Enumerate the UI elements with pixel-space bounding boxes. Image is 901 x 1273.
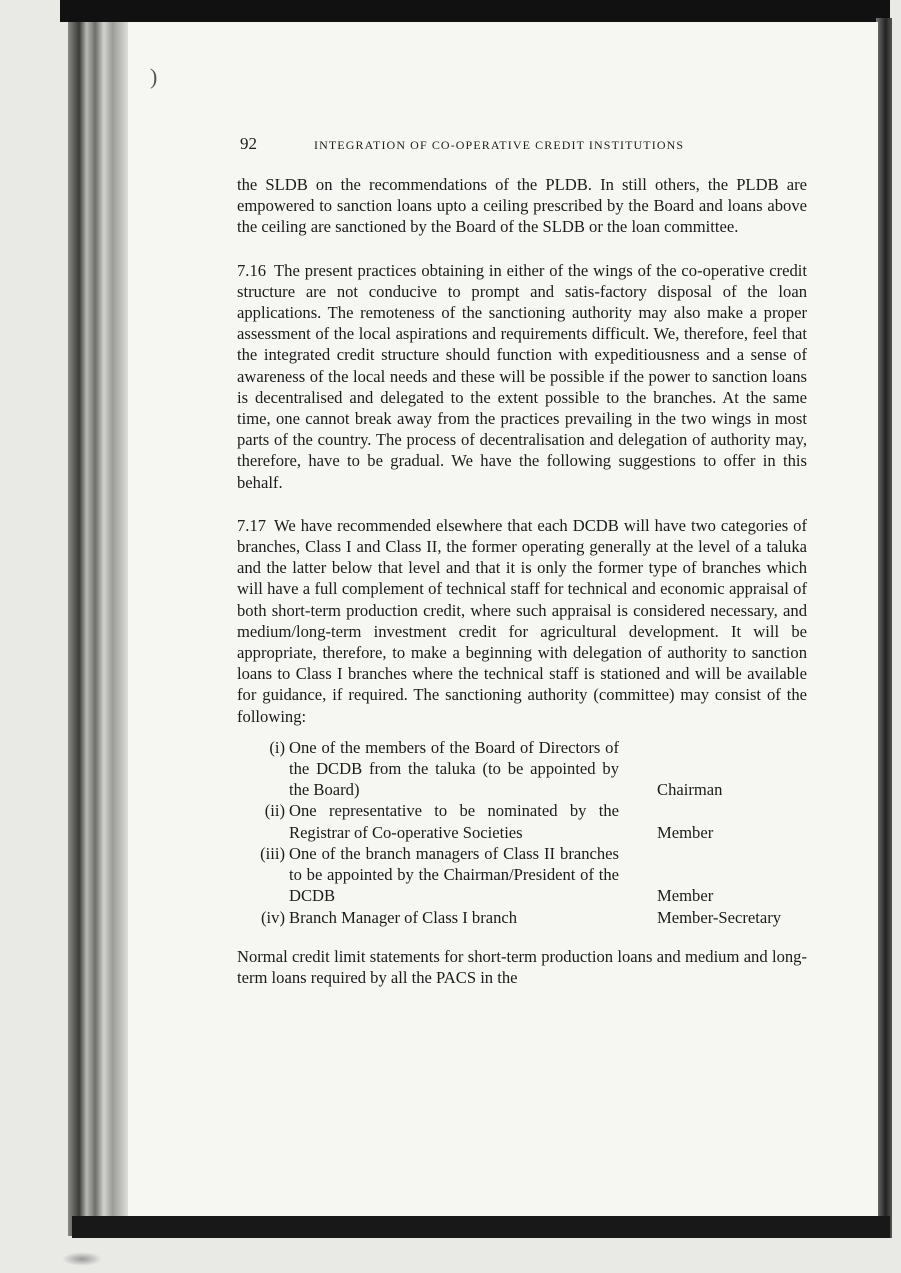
list-item xyxy=(237,737,807,801)
paragraph-7-16 xyxy=(237,260,807,493)
paragraph-continued: the SLDB on the recommendations of the PLDB. In still others, the PLDB are empowered to sanction loans upto a ceiling prescribed by the Board and loans above the ceiling are sanctioned by the Board of the SLDB or the loan committee. xyxy=(237,175,807,237)
list-text: Branch Manager of Class I branch xyxy=(289,907,518,927)
committee-list xyxy=(237,737,807,928)
paragraph-text: We have recommended elsewhere that each DCDB will have two categories of branches, Class I and Class II, the former operating generally at the level of a taluka and the latter below that level and that it is only the former type of branches which will have a full complement of technical staff for technical and economic appraisal of both short-term production credit, where such appraisal is considered necessary, and medium/long-term investment credit for agricultural development. It will be appropriate, therefore, to make a beginning with delegation of authority to sanction loans to Class I branches where the technical staff is stationed and will be available for guidance, if required. The sanctioning authority (committee) may consist of the following: xyxy=(237,515,807,726)
paragraph-final: Normal credit limit statements for short-term production loans and medium and long-term loans required by all the PACS in the xyxy=(237,946,807,987)
list-text: One representative to be nominated by the Registrar of Co-operative Societies xyxy=(289,801,619,842)
paragraph-text: The present practices obtaining in either of the wings of the co-operative credit structure are not conducive to prompt and satis-factory disposal of the loan applications. The remoteness of the sanctioning authority may also make a proper assessment of the local aspirations and requirements difficult. We, therefore, feel that the integrated credit structure should function with expeditiousness and a sense of awareness of the local needs and these will be possible if the power to sanction loans is decentralised and delegated to the extent possible to the branches. At the same time, one cannot break away from the practices prevailing in the two wings in most parts of the country. The process of decentralisation and delegation of authority may, therefore, have to be gradual. We have the following suggestions to offer in this behalf. xyxy=(237,260,807,492)
scan-top-edge xyxy=(60,0,890,22)
list-role: Chairman xyxy=(657,780,723,800)
scan-right-edge xyxy=(876,18,892,1238)
list-item xyxy=(237,843,807,907)
list-role: Member xyxy=(657,822,714,842)
binding-gutter xyxy=(68,0,130,1236)
page-body xyxy=(237,174,807,1005)
list-numeral: (i) xyxy=(269,737,285,757)
list-role: Member-Secretary xyxy=(657,907,782,927)
list-numeral: (ii) xyxy=(264,801,285,821)
list-item xyxy=(237,800,807,842)
list-numeral: (iv) xyxy=(261,907,285,927)
page-number: 92 xyxy=(240,134,257,153)
list-text: One of the branch managers of Class II branches to be appointed by the Chairman/President of the DCDB xyxy=(289,843,619,906)
paragraph-7-17 xyxy=(237,515,807,727)
scan-smudge xyxy=(62,1252,102,1266)
list-role: Member xyxy=(657,886,714,906)
scan-bottom-edge xyxy=(72,1216,890,1238)
margin-mark: ) xyxy=(150,64,158,89)
running-title: INTEGRATION OF CO-OPERATIVE CREDIT INSTITUTIONS xyxy=(314,138,685,152)
paragraph-number: 7.17 xyxy=(237,515,267,535)
list-text: One of the members of the Board of Directors of the DCDB from the taluka (to be appointed by the Board) xyxy=(289,737,619,800)
paragraph-number: 7.16 xyxy=(237,260,267,280)
page-header xyxy=(240,134,800,156)
list-item xyxy=(237,907,807,928)
list-numeral: (iii) xyxy=(260,843,285,863)
